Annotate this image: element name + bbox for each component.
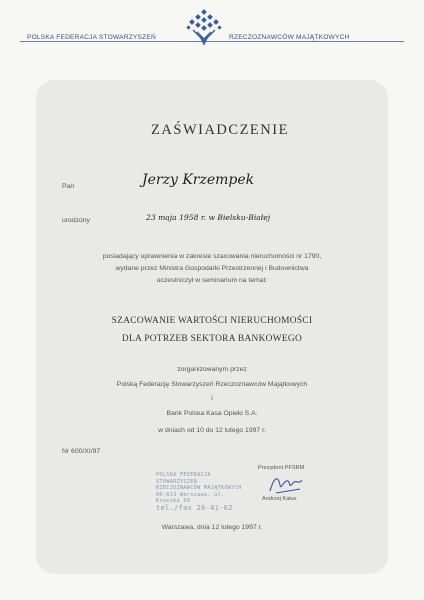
organizer-line: zorganizowanym przez (177, 366, 247, 373)
body-line: uczestniczył w seminarium na temat: (156, 277, 268, 284)
body-line: wydane przez Ministra Gospodarki Przestrzennej i Budownictwa (115, 265, 309, 272)
org-name-left: POLSKA FEDERACJA STOWARZYSZEŃ (24, 34, 159, 41)
federation-logo-icon (183, 6, 225, 48)
organization-stamp (156, 472, 248, 512)
org-name-right: RZECZOZNAWCÓW MAJĄTKOWYCH (226, 34, 353, 41)
body-line: posiadający uprawnienia w zakresie szacowania nieruchomości nr 1790, (102, 253, 322, 260)
recipient-name: Jerzy Krzempek (142, 172, 255, 188)
signature-icon (266, 471, 306, 497)
stamp-line: tel./fax 26-41-62 (156, 503, 233, 512)
stamp-line: RZECZOZNAWCÓW MAJĄTKOWYCH (156, 485, 242, 492)
seminar-topic: SZACOWANIE WARTOŚCI NIERUCHOMOŚCI (111, 316, 313, 326)
signatory-name: Andrzej Kałus (262, 496, 297, 502)
signature-role: Prezydent PFSRM (258, 465, 305, 471)
organizer-line: Polską Federację Stowarzyszeń Rzeczoznawców Majątkowych (116, 381, 308, 388)
certificate-number: Nr 600/XI/97 (62, 448, 101, 455)
born-label: urodzony (62, 217, 90, 224)
seminar-topic: DLA POTRZEB SEKTORA BANKOWEGO (121, 334, 303, 344)
name-label: Pan (62, 183, 75, 190)
organizer-line: i (211, 395, 213, 402)
organizer-line: w dniach od 10 do 12 lutego 1997 r. (158, 427, 266, 434)
stamp-line: 00-613 Warszawa, ul. Kruczka 58 (156, 491, 225, 505)
birth-details: 23 maja 1958 r. w Bielsku-Białej (146, 213, 271, 222)
certificate-title: ZAŚWIADCZENIE (151, 122, 289, 138)
stamp-line: POLSKA FEDERACJA STOWARZYSZEŃ (156, 472, 211, 485)
place-date: Warszawa, dnia 12 lutego 1997 r. (161, 524, 263, 531)
organizer-line: Bank Polska Kasa Opieki S.A. (166, 410, 258, 417)
